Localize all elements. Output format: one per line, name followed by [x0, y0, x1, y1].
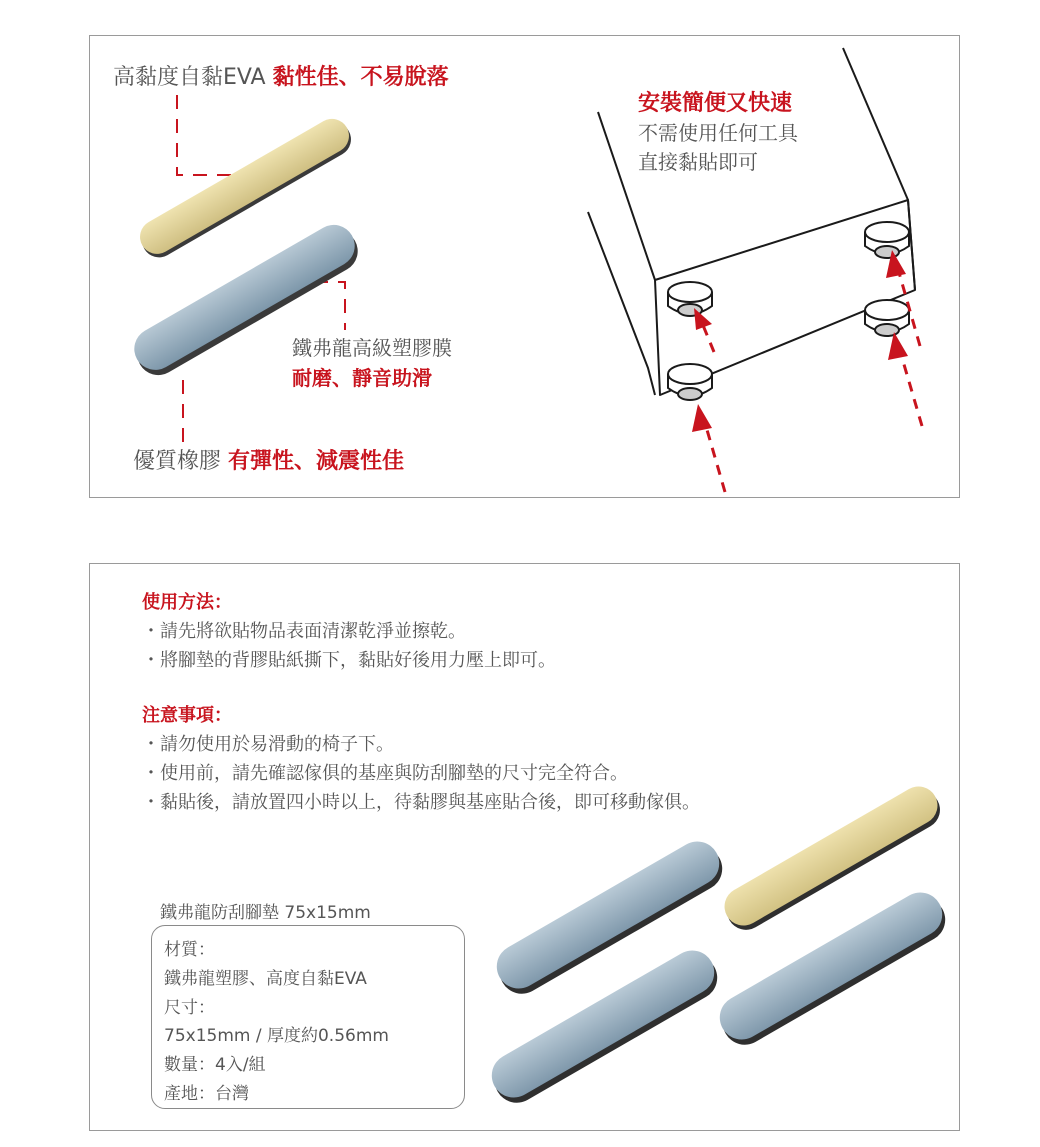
spec-line: 尺寸： — [164, 998, 215, 1018]
notes-item: ・使用前，請先確認傢俱的基座與防刮腳墊的尺寸完全符合。 — [142, 763, 628, 784]
ptfe-label: 鐵弗龍高級塑膠膜 — [292, 336, 452, 360]
spec-line: 數量：4入/組 — [164, 1055, 266, 1075]
spec-line: 鐵弗龍塑膠、高度自黏EVA — [164, 969, 367, 989]
notes-title: 注意事項： — [142, 705, 232, 726]
notes-item: ・請勿使用於易滑動的椅子下。 — [142, 734, 394, 755]
ptfe-highlight: 耐磨、靜音助滑 — [292, 366, 432, 390]
install-title: 安裝簡便又快速 — [638, 90, 793, 116]
rubber-label-highlight: 有彈性、減震性佳 — [228, 448, 405, 474]
spec-line: 材質： — [164, 940, 215, 960]
eva-label-prefix: 高黏度自黏EVA — [113, 65, 273, 90]
usage-item: ・請先將欲貼物品表面清潔乾淨並擦乾。 — [142, 621, 466, 642]
product-name: 鐵弗龍防刮腳墊 75x15mm — [160, 903, 371, 923]
install-line-2: 直接黏貼即可 — [638, 150, 758, 174]
usage-item: ・將腳墊的背膠貼紙撕下，黏貼好後用力壓上即可。 — [142, 650, 556, 671]
usage-title: 使用方法： — [142, 592, 232, 613]
install-line-1: 不需使用任何工具 — [638, 121, 798, 145]
spec-line: 75x15mm / 厚度約0.56mm — [164, 1026, 389, 1046]
rubber-label-prefix: 優質橡膠 — [133, 449, 228, 474]
notes-item: ・黏貼後，請放置四小時以上，待黏膠與基座貼合後，即可移動傢俱。 — [142, 792, 700, 813]
eva-label-highlight: 黏性佳、不易脫落 — [272, 64, 449, 90]
spec-line: 產地：台灣 — [164, 1084, 249, 1104]
